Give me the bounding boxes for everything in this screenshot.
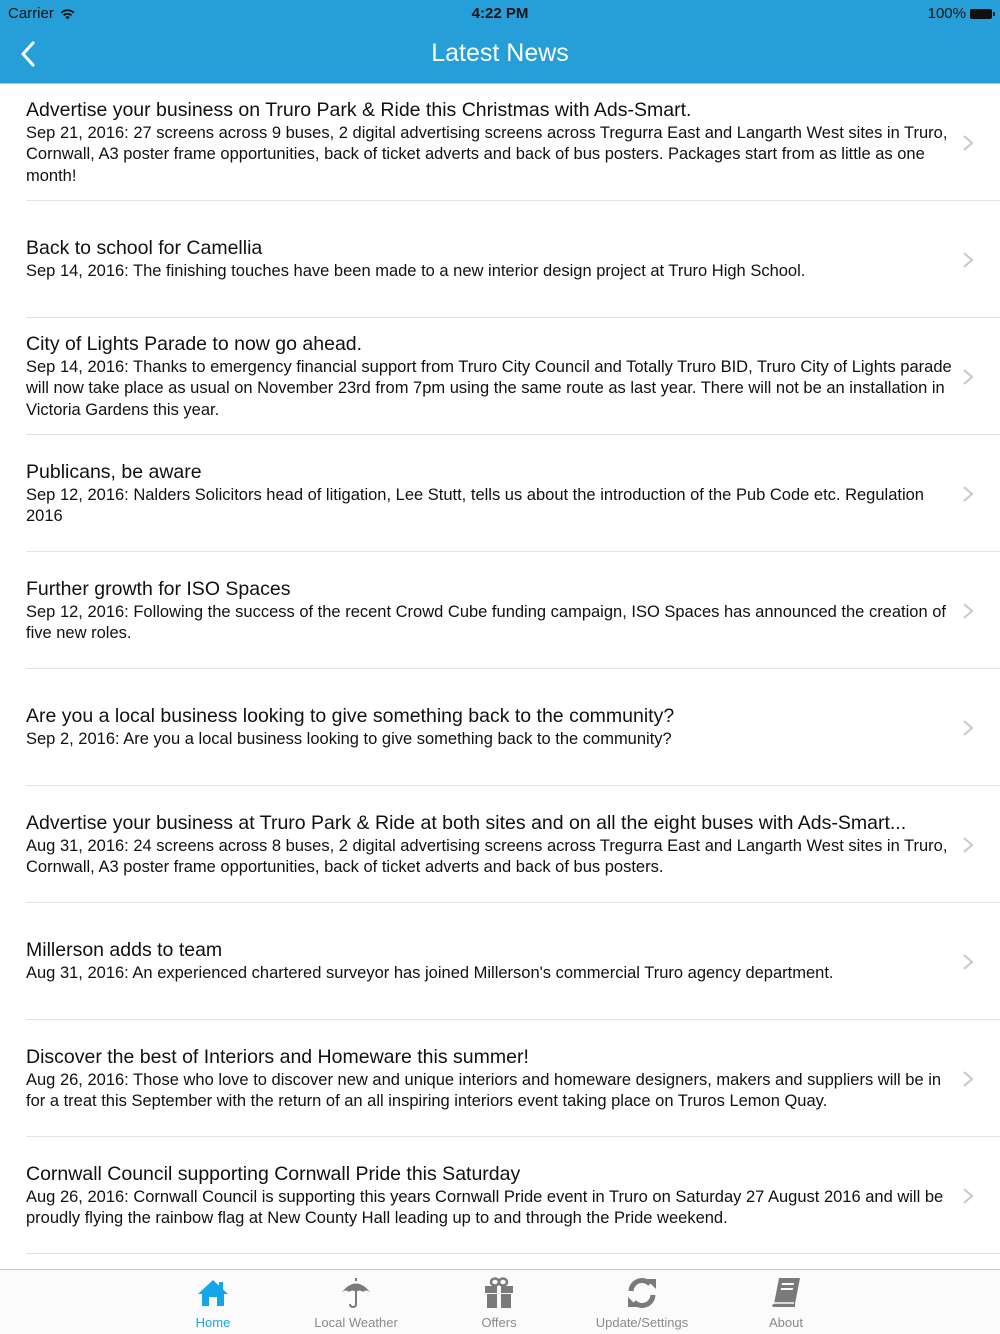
battery-percent: 100% xyxy=(927,5,966,22)
tab-about[interactable] xyxy=(721,1270,851,1334)
tab-label: Offers xyxy=(481,1315,517,1330)
chevron-right-icon xyxy=(962,251,974,269)
chevron-right-icon xyxy=(962,1070,974,1088)
tab-offers[interactable] xyxy=(434,1270,564,1334)
chevron-right-icon xyxy=(962,1187,974,1205)
news-item[interactable] xyxy=(0,1020,1000,1137)
chevron-right-icon xyxy=(962,953,974,971)
news-item[interactable] xyxy=(0,669,1000,786)
book-icon xyxy=(770,1277,802,1309)
news-item[interactable] xyxy=(0,201,1000,318)
gift-icon xyxy=(483,1277,515,1309)
tab-label: About xyxy=(769,1315,803,1330)
news-title: Advertise your business on Truro Park & Ride this Christmas with Ads-Smart. xyxy=(26,98,692,121)
news-summary: Aug 26, 2016: Cornwall Council is supporting this years Cornwall Pride event in Truro on Saturday 27 August 2016 and will be proudly flying the rainbow flag at New County Hall leading up to and through the Pride weekend. xyxy=(26,1187,944,1227)
chevron-right-icon xyxy=(962,836,974,854)
news-title: Millerson adds to team xyxy=(26,939,223,962)
news-summary: Sep 21, 2016: 27 screens across 9 buses, 2 digital advertising screens across Tregurra East and Langarth West sites in Truro, Cornwall, A3 poster frame opportunities, back of ticket adverts and back of bus posters. Packages start from as little as one month! xyxy=(26,123,948,185)
news-title: Back to school for Camellia xyxy=(26,237,263,260)
news-summary: Aug 31, 2016: An experienced chartered surveyor has joined Millerson's commercial Truro agency department. xyxy=(26,964,834,983)
chevron-right-icon xyxy=(962,485,974,503)
chevron-right-icon xyxy=(962,134,974,152)
battery-icon xyxy=(970,9,992,19)
chevron-right-icon xyxy=(962,719,974,737)
news-item[interactable] xyxy=(0,435,1000,552)
tab-home[interactable] xyxy=(148,1270,278,1334)
top-bar xyxy=(0,0,1000,84)
news-title: City of Lights Parade to now go ahead. xyxy=(26,332,363,355)
navigation-bar xyxy=(0,28,1000,83)
news-title: Publicans, be aware xyxy=(26,460,202,483)
tab-update-settings[interactable] xyxy=(577,1270,707,1334)
home-icon xyxy=(197,1279,229,1307)
news-summary: Sep 14, 2016: The finishing touches have been made to a new interior design project at Truro High School. xyxy=(26,262,806,281)
status-bar xyxy=(0,0,1000,28)
news-summary: Sep 12, 2016: Nalders Solicitors head of litigation, Lee Stutt, tells us about the introduction of the Pub Code etc. Regulation 2016 xyxy=(26,485,924,525)
tab-label: Update/Settings xyxy=(595,1315,689,1330)
news-title: Advertise your business at Truro Park & Ride at both sites and on all the eight buses with Ads-Smart... xyxy=(26,811,907,834)
news-title: Cornwall Council supporting Cornwall Pride this Saturday xyxy=(26,1162,521,1185)
battery-indicator xyxy=(928,5,992,22)
news-summary: Aug 26, 2016: Those who love to discover new and unique interiors and homeware designers, makers and suppliers will be in for a treat this September with the return of an all inspiring interiors event taking place on Truros Lemon Quay. xyxy=(26,1070,942,1110)
carrier-label: Carrier xyxy=(8,5,54,22)
news-summary: Aug 31, 2016: 24 screens across 8 buses, 2 digital advertising screens across Tregurra East and Langarth West sites in Truro, Cornwall, A3 poster frame opportunities, back of ticket adverts and back of bus posters. xyxy=(26,836,948,876)
page-title: Latest News xyxy=(431,39,569,67)
news-summary: Sep 14, 2016: Thanks to emergency financial support from Truro City Council and Totally Truro BID, Truro City of Lights parade will now take place as usual on November 23rd from 7pm using the same route as last year. There will not be an installation in Victoria Gardens this year. xyxy=(26,357,952,419)
news-title: Discover the best of Interiors and Homeware this summer! xyxy=(26,1045,529,1068)
news-summary: Sep 2, 2016: Are you a local business looking to give something back to the community? xyxy=(26,730,672,749)
tab-label: Home xyxy=(195,1315,231,1330)
news-item[interactable] xyxy=(0,84,1000,201)
tab-bar xyxy=(0,1269,1000,1334)
tab-label: Local Weather xyxy=(314,1315,398,1330)
chevron-right-icon xyxy=(962,602,974,620)
news-item[interactable] xyxy=(0,552,1000,669)
news-item[interactable] xyxy=(0,318,1000,435)
news-item[interactable] xyxy=(0,1137,1000,1254)
news-item[interactable] xyxy=(0,786,1000,903)
news-summary: Sep 12, 2016: Following the success of the recent Crowd Cube funding campaign, ISO Spaces has announced the creation of five new roles. xyxy=(26,602,946,642)
umbrella-icon xyxy=(340,1277,372,1309)
status-time: 4:22 PM xyxy=(471,5,529,22)
chevron-right-icon xyxy=(962,368,974,386)
news-item[interactable] xyxy=(0,903,1000,1020)
news-list xyxy=(0,84,1000,1269)
news-title: Are you a local business looking to give something back to the community? xyxy=(26,705,675,728)
refresh-icon xyxy=(626,1277,658,1309)
tab-local-weather[interactable] xyxy=(291,1270,421,1334)
news-title: Further growth for ISO Spaces xyxy=(26,577,291,600)
